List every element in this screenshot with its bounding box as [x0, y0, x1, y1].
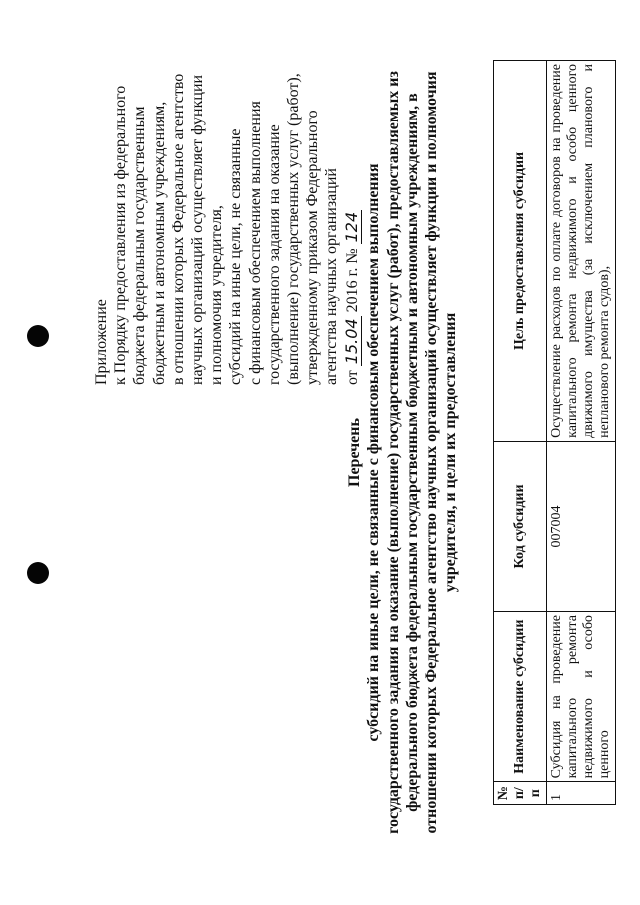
- appendix-line: к Порядку предоставления из федерального: [112, 85, 130, 385]
- appendix-line: агентства научных организаций: [323, 168, 341, 385]
- table-row: [547, 61, 616, 805]
- appendix-line: Приложение: [93, 299, 110, 385]
- document-heading: [345, 0, 461, 905]
- subsidies-table: [493, 60, 616, 805]
- handwritten-number: 124: [341, 211, 361, 243]
- cell-purpose: Осуществление расходов по оплате договоров на проведение капитального ремонта недвижимого и особо ценного движимого имущества (за исключением планового и непланового ремонта судов),: [547, 61, 616, 442]
- table-header-row: [494, 61, 547, 805]
- appendix-line: с финансовым обеспечением выполнения: [246, 101, 264, 385]
- cell-name: Субсидия на проведение капитального ремонта недвижимого и особо ценного: [547, 612, 616, 782]
- heading-line: отношении которых Федеральное агентство научных организаций осуществляет функции и полномочия: [423, 71, 441, 834]
- appendix-line: субсидий на иные цели, не связанные: [227, 128, 245, 385]
- date-year: 2016 г. №: [343, 248, 361, 313]
- date-prefix: от: [343, 370, 361, 385]
- appendix-line: бюджета федеральным государственным: [131, 106, 149, 385]
- heading-line: субсидий на иные цели, не связанные с финансовым обеспечением выполнения: [365, 163, 383, 742]
- appendix-block: [92, 73, 362, 385]
- header-num: № п/п: [494, 782, 547, 805]
- cell-code: 007004: [547, 441, 616, 611]
- header-name: Наименование субсидии: [494, 612, 547, 782]
- appendix-line: бюджетным и автономным учреждениям,: [150, 101, 168, 385]
- appendix-line: утвержденному приказом Федерального: [304, 110, 322, 385]
- cell-num: 1: [547, 782, 616, 805]
- heading-line: федерального бюджета федеральным государственным бюджетным и автономным учреждениям, в: [403, 93, 421, 812]
- appendix-line: научных организаций осуществляет функции: [189, 74, 207, 385]
- header-purpose: Цель предоставления субсидии: [494, 61, 547, 442]
- appendix-line: в отношении которых Федеральное агентство: [169, 73, 187, 385]
- heading-title: Перечень: [346, 418, 363, 487]
- appendix-line: и полномочия учредителя,: [208, 205, 226, 385]
- appendix-line: (выполнение) государственных услуг (работ),: [285, 73, 303, 385]
- heading-line: учредителя, и цели их предоставления: [442, 312, 460, 593]
- heading-line: государственного задания на оказание (выполнение) государственных услуг (работ), предоставляемых из: [384, 71, 402, 834]
- header-code: Код субсидии: [494, 441, 547, 611]
- handwritten-date: 15.04: [341, 318, 361, 365]
- appendix-line: государственного задания на оказание: [265, 124, 283, 385]
